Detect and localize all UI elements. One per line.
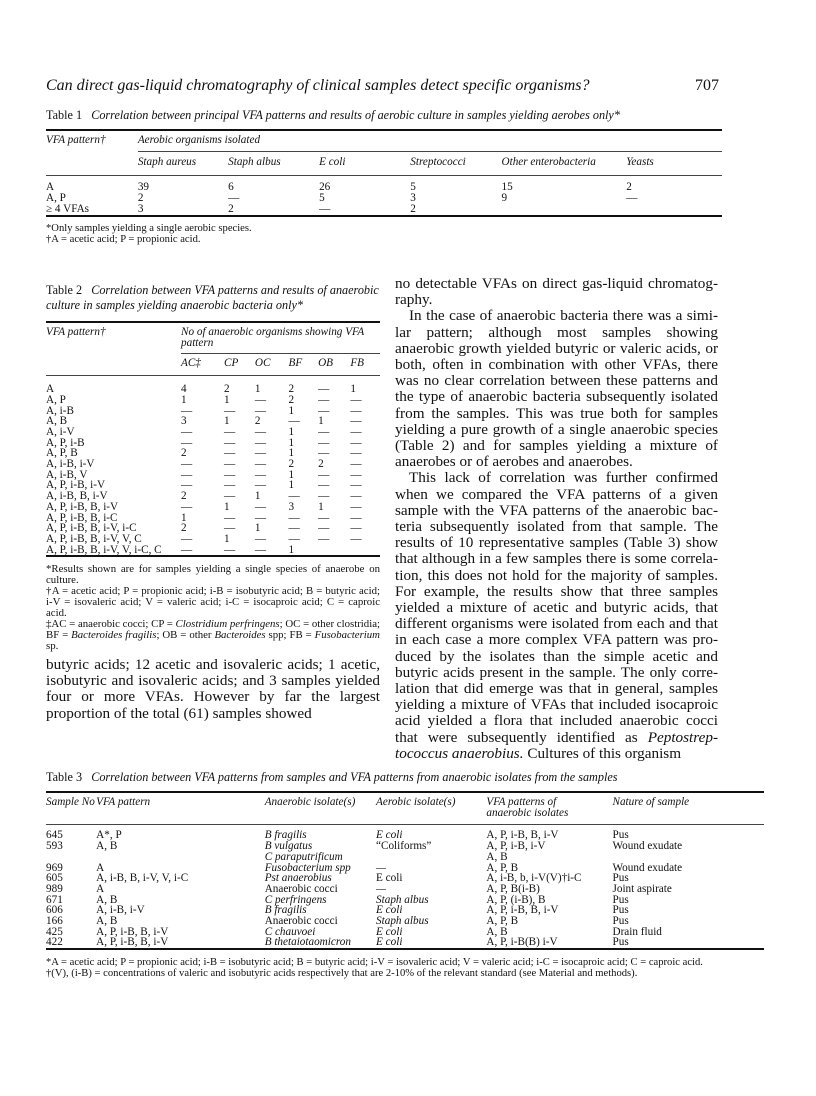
cell: — [376,861,386,874]
cell: 3 [410,192,416,205]
column-header: Aerobic isolate(s) [376,796,456,808]
column-header: Staph albus [228,155,281,168]
row-label: A [46,181,55,194]
cell: 1 [254,383,261,396]
organism-name: Clostridium perfringens [175,618,280,631]
cell: 1 [288,425,295,438]
cell: Staph albus [376,893,429,906]
row-label: A, P, i-B, B, i-V, i-C [46,522,137,535]
cell: 1 [254,490,261,503]
cell: C perfringens [264,893,327,906]
column-header: OC [254,357,271,370]
cell: A, i-B, b, i-V(V)†i-C [486,872,582,885]
right-column-text [395,276,718,762]
spacer [46,358,181,375]
cell: A, B [96,915,118,928]
row-label: A, i-B, i-V [46,458,95,471]
column-header: VFA pattern [96,796,151,808]
cell: — [350,532,362,545]
cell: — [318,447,330,460]
cell: 1 [288,447,295,460]
footnote: *A = acetic acid; P = propionic acid; i-B = isobutyric acid; B = butyric acid; i-V = isovaleric acid; V = valeric acid; i-C = isocaproic acid; C = caproic acid. [46,957,703,969]
cell: — [254,511,267,524]
cell: C paraputrificum [264,850,343,863]
cell: — [224,468,236,481]
cell: 1 [224,532,230,545]
cell: A, P, B [486,861,519,874]
group-header: Aerobic organisms isolated [137,134,261,146]
row-label: A, P, B [46,447,78,460]
cell: — [350,425,362,438]
cell: 1 [350,383,356,396]
cell: — [224,479,236,492]
table-3 [46,770,764,979]
table-label: Table 2 [46,283,83,297]
cell: 3 [181,415,187,428]
cell: — [318,532,330,545]
cell: — [350,500,362,513]
cell: — [254,458,267,471]
footnote: †A = acetic acid; P = propionic acid; i-B = isobutyric acid; B = butyric acid; i-V = isovaleric acid; V = valeric acid; i-C = isocaproic acid; C = caproic acid. [46,585,380,620]
cell: E coli [376,829,403,842]
cell: B thetaiotaomicron [264,936,351,949]
cell: 2 [410,202,416,215]
column-header: VFA patterns of anaerobic isolates [486,796,569,819]
cell: Joint aspirate [612,882,672,895]
cell: 2 [626,181,632,194]
sample-number [46,852,96,863]
cell: A, B [96,840,118,853]
cell [502,204,627,216]
column-header: Staph aureus [137,155,197,168]
cell: 2 [254,415,261,428]
sample-number: 645 [46,829,63,842]
row-label: A, B [46,415,68,428]
cell: — [254,532,267,545]
cell: A, P, i-B, B, i-V [96,936,169,949]
column-header: Streptococci [410,155,466,168]
cell: — [318,404,330,417]
cell: — [319,202,331,215]
cell: — [224,511,236,524]
cell: Pus [612,915,629,928]
cell: 1 [288,543,295,556]
cell: — [254,543,267,556]
column-header: AC‡ [181,357,201,370]
cell: 1 [224,415,230,428]
cell: — [350,404,362,417]
cell: — [288,490,300,503]
cell: 5 [319,192,325,205]
row-label: A, i-B, V [46,468,88,481]
row-header: VFA pattern† [46,326,106,338]
cell [613,852,765,863]
header-row [46,135,722,151]
cell: — [254,500,267,513]
caption-text: Correlation between principal VFA patterns and results of aerobic culture in samples yielding aerobes only* [91,108,620,122]
cell [318,545,350,557]
cell: — [350,522,362,535]
cell: — [181,436,193,449]
cell: 6 [228,181,234,194]
table-1-grid [46,129,722,217]
row-label: A, P [46,192,66,205]
cell: Pus [612,936,629,949]
spacer [46,157,138,176]
table-row [46,384,380,395]
cell: A, i-B, B, i-V, V, i-C [96,872,189,885]
sample-number: 422 [46,936,63,949]
cell: 2 [288,393,295,406]
cell: E coli [376,936,403,949]
cell: Anaerobic cocci [264,915,338,928]
row-label: A, P, i-B, B, i-V, V, C [46,532,142,545]
table-1-caption [46,108,722,123]
cell: A, P, B [486,915,519,928]
cell: — [318,436,330,449]
cell: — [224,490,236,503]
row-label: A, i-B [46,404,74,417]
cell: — [224,436,236,449]
table-row [46,406,380,417]
cell: 2 [318,458,324,471]
column-header: FB [350,357,365,370]
table-2 [46,283,380,652]
cell: 1 [181,393,187,406]
cell: A, P, i-B(B) i-V [486,936,558,949]
cell: — [350,458,362,471]
sample-number: 969 [46,861,63,874]
paragraph: In the case of anaerobic bacteria there was a similar pattern; although most samples showing anaerobic growth yielded butyric or valeric acids, or both, often in combination with other VFAs, there was no clear correlation between these patterns and the type of anaerobic bacteria subsequently isolated from the samples. This was true both for samples yielding a pure growth of a single anaerobic species (Table 2) and for samples yielding a mixture of anaerobes or of aerobes and anaerobes. [395,307,718,471]
cell: 1 [288,468,295,481]
table-label: Table 3 [46,770,83,784]
row-label: ≥ 4 VFAs [46,202,90,215]
cell: — [376,882,386,895]
cell: Drain fluid [612,925,662,938]
cell: — [318,468,330,481]
sample-number: 593 [46,840,63,853]
row-label: A, P, i-B, i-V [46,479,106,492]
cell: E coli [376,872,403,885]
running-title: Can direct gas-liquid chromatography of clinical samples detect specific organisms? [46,77,590,94]
table-row [46,895,764,906]
table-row [46,438,380,449]
cell: A, B [486,925,508,938]
table-rule [46,216,722,217]
cell: 1 [318,415,324,428]
rule-cell [46,376,380,385]
column-header: Sample No [46,796,95,808]
cell: — [318,522,330,535]
cell: — [288,511,300,524]
cell: 2 [228,202,234,215]
sample-number: 671 [46,893,63,906]
cell: — [181,479,193,492]
cell: A, B [486,850,508,863]
cell: A, P, i-B, B, i-V [96,925,169,938]
cell: B fragilis [264,829,307,842]
table-row [46,448,380,459]
cell: — [288,522,300,535]
row-label: A, P, i-B, B, i-C [46,511,118,524]
cell: Fusobacterium spp [264,861,351,874]
cell: — [350,490,362,503]
caption-text: Correlation between VFA patterns and results of anaerobic culture in samples yielding anaerobic bacteria only* [46,283,379,312]
cell: 1 [254,522,261,535]
cell: — [224,458,236,471]
footnote: *Results shown are for samples yielding a single species of anaerobe on culture. [46,563,380,587]
cell: — [350,393,362,406]
cell: A, P, i-B, i-V [486,840,546,853]
cell: 2 [137,192,144,205]
cell: — [350,415,362,428]
cell: — [181,543,193,556]
footnote: *Only samples yielding a single aerobic species. [46,222,252,234]
cell: 2 [288,458,295,471]
table-label: Table 1 [46,108,83,122]
table-3-grid [46,791,764,950]
table-row [46,459,380,470]
cell: 3 [137,202,144,215]
cell: 15 [501,181,513,194]
row-label: A, P, i-B, B, i-V, V, i-C, C [46,543,162,556]
table-row [46,545,380,557]
column-header: Nature of sample [612,796,690,808]
cell: — [288,532,300,545]
cell: — [318,511,330,524]
paragraph-text: This lack of correlation was further confirmed when we compared the VFA patterns of a given sample with the VFA patterns of the anaerobic bacteria subsequently isolated from that sample. The results of 10 representative samples (Table 3) show that although in a few samples there is some correlation, this does not hold for the majority of samples. For example, the results show that three samples yielded a mixture of acetic and butyric acids, that different organisms were isolated from each and that in each case a more complex VFA pattern was produced by the isolates than the simple acetic and butyric acids present in the sample. The only correlation that did emerge was that in general, samples yielding a mixture of VFAs that included isocaproic acid yielded a flora that included anaerobic cocci that were subsequently identified as [395,469,718,746]
sample-number: 166 [46,915,63,928]
table-1 [46,108,722,245]
cell: Pst anaerobius [264,872,332,885]
cell: — [181,404,193,417]
column-header-row [46,358,380,375]
organism-name: Bacteroides [214,629,266,642]
cell: — [181,458,193,471]
cell: Wound exudate [612,861,683,874]
cell: 39 [137,181,149,194]
organism-name: Bacteroides fragilis [71,629,157,642]
table-row [46,416,380,427]
cell: — [288,415,300,428]
caption-text: Correlation between VFA patterns from samples and VFA patterns from anaerobic isolates from the samples [91,770,618,784]
cell: 1 [288,436,295,449]
cell: — [181,500,193,513]
cell: 2 [181,447,187,460]
row-label: A, i-B, B, i-V [46,490,108,503]
cell: 1 [288,479,295,492]
cell: 1 [224,500,230,513]
cell: Pus [612,893,629,906]
table-2-grid [46,321,380,557]
sample-number: 425 [46,925,63,938]
table-row [46,193,722,204]
table-row [46,937,764,949]
sample-number: 606 [46,904,63,917]
paragraph: no detectable VFAs on direct gas-liquid chromatography. [395,275,718,309]
cell: 1 [224,393,230,406]
cell: A, B [96,893,118,906]
table-3-caption [46,770,764,785]
cell: A, P, i-B, B, i-V [486,904,559,917]
cell: — [181,425,193,438]
cell [350,545,380,557]
cell: — [224,543,236,556]
column-header: Other enterobacteria [501,155,596,168]
row-header: VFA pattern† [46,134,106,146]
table-rule [46,949,764,950]
cell: E coli [376,904,403,917]
page-number: 707 [695,77,719,94]
cell: Pus [612,872,629,885]
cell: — [181,468,193,481]
sample-number: 989 [46,882,63,895]
header-row [46,327,380,354]
cell: A, P, i-B, B, i-V [486,829,559,842]
footnote: ‡AC = anaerobic cocci; CP = Clostridium perfringens; OC = other clostridia; BF = Bacteroides fragilis; OB = other Bacteroides spp; FB = Fusobacterium sp. [46,618,380,653]
cell: — [350,479,362,492]
table-row [46,502,380,513]
cell: 2 [181,490,187,503]
cell: E coli [376,925,403,938]
table-row [46,395,380,406]
cell: 1 [318,500,324,513]
cell: C chauvoei [264,925,316,938]
cell: — [318,383,330,396]
cell: 2 [181,522,187,535]
cell: — [350,468,362,481]
cell: A [96,861,105,874]
table-row [46,427,380,438]
sample-number: 605 [46,872,63,885]
cell: A*, P [96,829,122,842]
cell: — [224,425,236,438]
cell: 4 [181,383,187,396]
cell: — [318,393,330,406]
paragraph [395,470,718,762]
column-header-row [46,797,764,825]
organism-name: Fusobacterium [314,629,380,642]
cell: 1 [181,511,187,524]
cell: B vulgatus [264,840,313,853]
cell: Pus [612,829,629,842]
table-rule [46,556,380,557]
cell: Staph albus [376,915,429,928]
table-row [46,204,722,216]
cell: — [254,468,267,481]
cell: Wound exudate [612,840,683,853]
cell: — [224,522,236,535]
rule-cell [46,556,380,557]
column-header: CP [224,357,239,370]
cell: A, i-B, i-V [96,904,145,917]
cell: — [350,511,362,524]
cell [376,852,486,863]
cell: A, P, (i-B), B [486,893,546,906]
cell: 5 [410,181,416,194]
cell: — [254,436,267,449]
table-row [46,841,764,852]
cell: B fragilis [264,904,307,917]
row-label: A [46,383,55,396]
cell: — [181,532,193,545]
cell: — [318,479,330,492]
column-header: OB [318,357,333,370]
row-label: A, i-V [46,425,75,438]
cell: — [254,404,267,417]
left-column-text: butyric acids; 12 acetic and isovaleric acids; 1 acetic, isobutyric and isovaleric acids; and 3 samples yielded four or more VFAs. However by far the largest proportion of the total (61) samples showed [46,656,380,722]
table-rule [46,376,380,385]
column-header: Anaerobic isolate(s) [264,796,356,808]
cell: — [626,192,638,205]
column-header: Yeasts [626,155,654,168]
cell: 26 [319,181,331,194]
table-row [46,852,764,863]
cell: 2 [288,383,295,396]
cell: — [224,404,236,417]
cell: Pus [612,904,629,917]
cell: 3 [288,500,295,513]
footnote: †A = acetic acid; P = propionic acid. [46,233,201,245]
paragraph-text: Cultures of this organism [527,744,682,762]
column-header-row [46,157,722,176]
cell: 9 [501,192,508,205]
cell: 1 [288,404,295,417]
table-2-caption [46,283,380,313]
column-header: BF [288,357,303,370]
rule-cell [46,216,722,217]
column-header: E coli [319,155,346,168]
cell: — [224,447,236,460]
cell: 2 [224,383,230,396]
cell: — [254,425,267,438]
cell [626,204,722,216]
cell: — [254,393,267,406]
cell: — [318,425,330,438]
cell: A [96,882,105,895]
rule-cell [46,949,764,950]
cell: — [350,436,362,449]
footnote: †(V), (i-B) = concentrations of valeric and isobutyric acids respectively that are 2-10% of the relevant standard (see Material and methods). [46,968,638,980]
cell: — [254,447,267,460]
cell: “Coliforms” [376,840,432,853]
organism-name: Peptostreptococcus anaerobius. [395,728,719,762]
cell: — [350,447,362,460]
cell: A, P, B(i-B) [486,882,540,895]
row-label: A, P, i-B [46,436,85,449]
cell: — [254,479,267,492]
cell: — [228,192,240,205]
row-label: A, P, i-B, B, i-V [46,500,119,513]
cell: Anaerobic cocci [264,882,338,895]
cell [96,852,265,863]
cell: — [318,490,330,503]
row-label: A, P [46,393,66,406]
group-header: No of anaerobic organisms showing VFA pattern [181,326,365,349]
table-row [46,182,722,193]
